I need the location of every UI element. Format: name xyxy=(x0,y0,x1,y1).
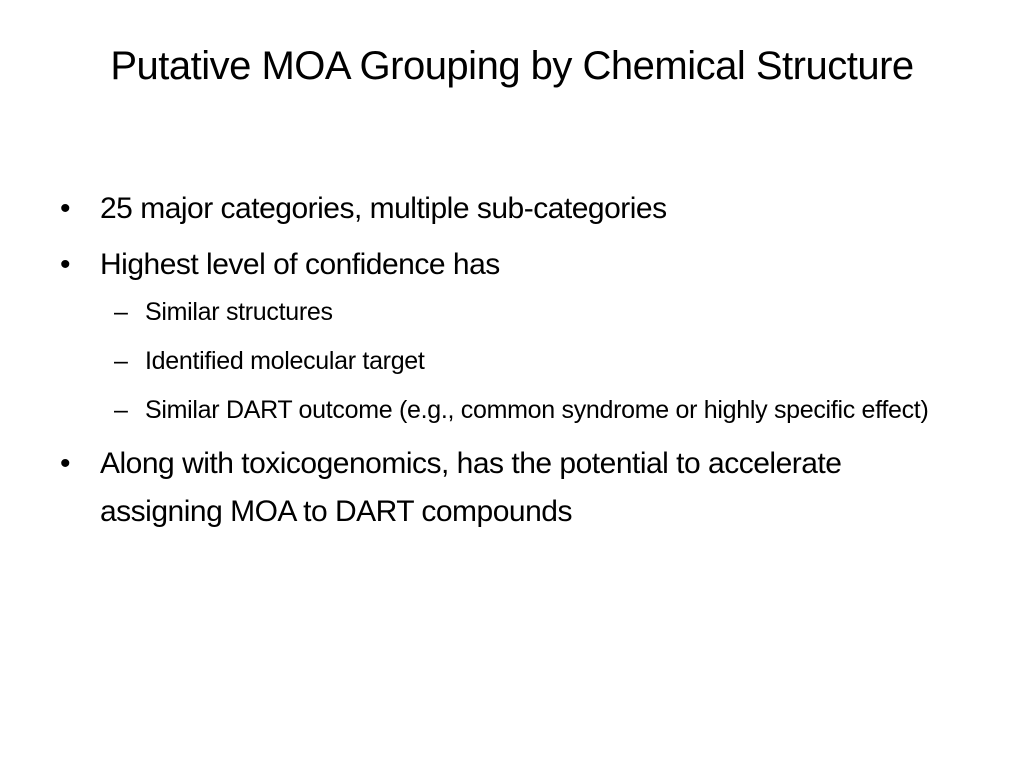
bullet-icon: • xyxy=(60,447,71,480)
bullet-text: Highest level of confidence has xyxy=(100,248,500,281)
bullet-icon: • xyxy=(60,192,71,225)
dash-icon: – xyxy=(114,298,128,326)
sub-bullet-item xyxy=(100,390,945,430)
sub-bullet-text: Identified molecular target xyxy=(145,347,425,375)
slide-title: Putative MOA Grouping by Chemical Structure xyxy=(110,44,914,88)
sub-bullet-list xyxy=(100,292,958,430)
bullet-text: 25 major categories, multiple sub-categories xyxy=(100,192,667,225)
dash-icon: – xyxy=(114,396,128,424)
bullet-icon: • xyxy=(60,248,71,281)
bullet-item xyxy=(58,440,890,536)
bullet-item xyxy=(58,186,958,232)
sub-bullet-item xyxy=(100,341,945,381)
dash-icon: – xyxy=(114,347,128,375)
bullet-text: Along with toxicogenomics, has the potential to accelerate assigning MOA to DART compounds xyxy=(100,447,842,528)
sub-bullet-item xyxy=(100,292,945,332)
bullet-list xyxy=(58,186,958,546)
sub-bullet-text: Similar structures xyxy=(145,298,333,326)
sub-bullet-text: Similar DART outcome (e.g., common syndrome or highly specific effect) xyxy=(145,396,929,424)
bullet-item xyxy=(58,242,958,430)
